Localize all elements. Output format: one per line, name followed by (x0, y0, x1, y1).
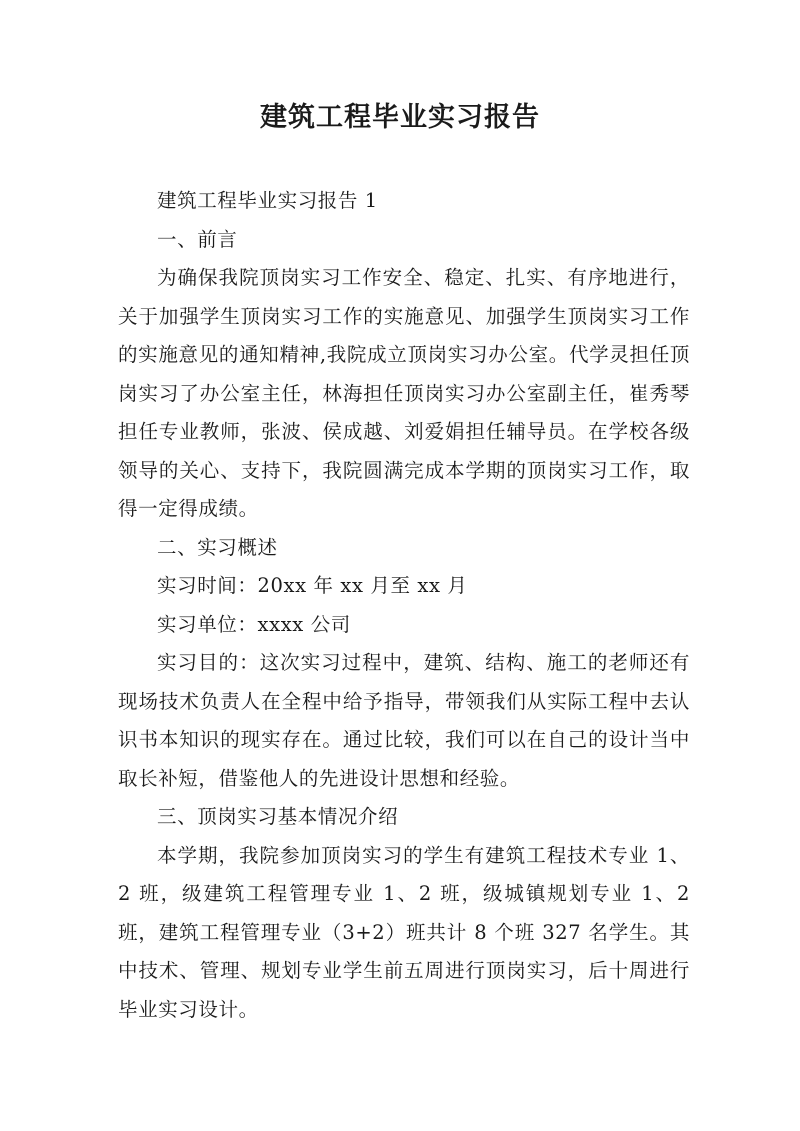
paragraph-preface: 为确保我院顶岗实习工作安全、稳定、扎实、有序地进行，关于加强学生顶岗实习工作的实施意见、加强学生顶岗实习工作的实施意见的通知精神,我院成立顶岗实习办公室。代学灵担任顶岗实习了办公室主任，林海担任顶岗实习办公室副主任，崔秀琴担任专业教师，张波、侯成越、刘爱娟担任辅导员。在学校各级领导的关心、支持下，我院圆满完成本学期的顶岗实习工作，取得一定得成绩。 (118, 266, 690, 520)
section-heading-overview: 二、实习概述 (157, 535, 278, 559)
paragraph-report-number: 建筑工程毕业实习报告 1 (157, 189, 378, 212)
paragraph-internship-time: 实习时间：20xx 年 xx 月至 xx 月 (157, 574, 468, 597)
section-heading-basic-situation: 三、顶岗实习基本情况介绍 (157, 805, 399, 828)
document-title: 建筑工程毕业实习报告 (260, 102, 540, 133)
paragraph-internship-purpose: 实习目的：这次实习过程中，建筑、结构、施工的老师还有现场技术负责人在全程中给予指导，带领我们从实际工程中去认识书本知识的现实存在。通过比较，我们可以在自己的设计当中取长补短，借鉴他人的先进设计思想和经验。 (118, 651, 690, 790)
paragraph-basic-situation: 本学期，我院参加顶岗实习的学生有建筑工程技术专业 1、2 班，级建筑工程管理专业 1、2 班，级城镇规划专业 1、2 班，建筑工程管理专业（3+2）班共计 8 个班 327 名学生。其中技术、管理、规划专业学生前五周进行顶岗实习，后十周进行毕业实习设计。 (118, 843, 690, 1021)
section-heading-preface: 一、前言 (157, 227, 238, 251)
document-body (118, 182, 690, 1029)
paragraph-internship-unit: 实习单位：xxxx 公司 (157, 612, 351, 636)
